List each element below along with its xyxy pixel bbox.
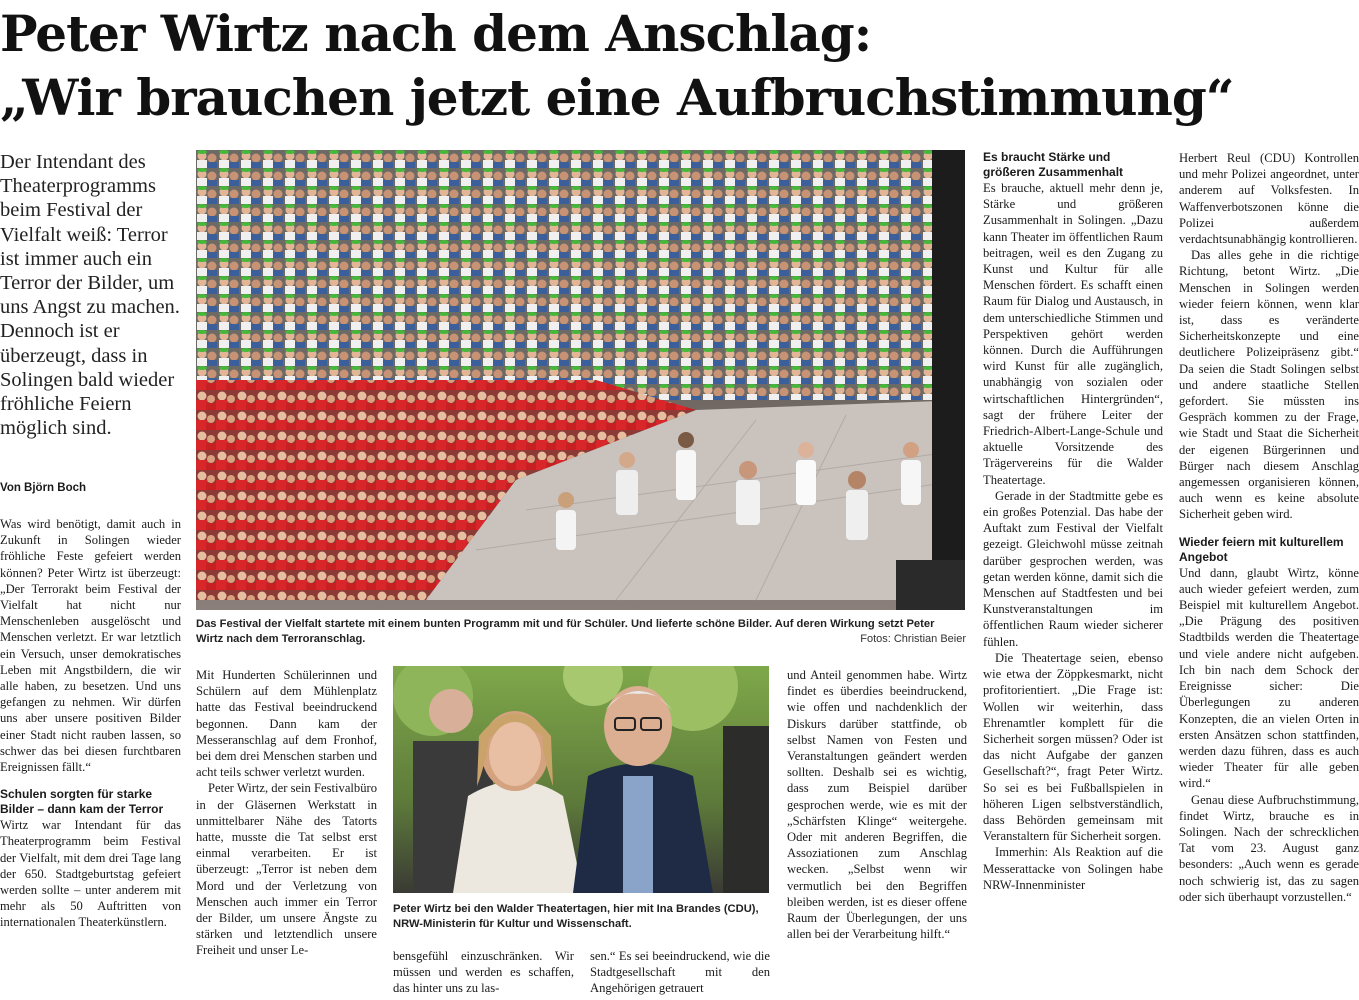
festival-crowd-photo <box>196 150 965 610</box>
headline-line-1: Peter Wirtz nach dem Anschlag: <box>0 4 872 63</box>
paragraph: Peter Wirtz, der sein Festivalbüro in der Gläsernen Werkstatt in unmittelbarer Nähe des Tatorts hatte, musste die Tat selbst erst einmal verarbeiten. Er ist überzeugt: „Terror ist neben dem Mord und der Verletzung von Menschen auch immer ein Terror der Bilder, um unsere Ängste zu stärken und letztendlich unsere Freiheit und unser Le- <box>196 781 377 958</box>
paragraph: Gerade in der Stadtmitte gebe es ein großes Potenzial. Das habe der Auftakt zum Festival der Vielfalt gezeigt. Gleichwohl müsse zeitnah darüber gesprochen werden, was getan werden könne, damit sich die Menschen auf Stadtfesten und bei Kunstveranstaltungen im öffentlichen Raum wieder sicherer fühlen. <box>983 488 1163 649</box>
paragraph: Genau diese Aufbruchstimmung, findet Wirtz, brauche es in Solingen. Nach der schrecklichen Tat vom 23. August ganz besonders: „Auch wenn es gerade noch schwierig ist, das zu sagen oder sich überhaupt vorzustellen.“ <box>1179 792 1359 904</box>
paragraph: sen.“ Es sei beeindruckend, wie die Stadtgesellschaft mit den Angehörigen getrauert <box>590 949 770 996</box>
paragraph: Wirtz war Intendant für das Theaterprogramm beim Festival der Vielfalt, mit dem drei Tage lang der 650. Stadtgeburtstag gefeiert werden sollte – unter anderem mit mehr als 50 Auftritten von internationalen Theaterkünstlern. <box>0 818 181 930</box>
article-column-7 <box>1179 150 1359 1000</box>
subheading: Es braucht Stärke und größeren Zusammenhalt <box>983 150 1124 179</box>
photo-credit: Fotos: Christian Beier <box>860 633 966 645</box>
article-column-2 <box>196 667 377 1000</box>
paragraph: Immerhin: Als Reaktion auf die Messerattacke von Solingen habe NRW-Innenminister <box>983 845 1163 892</box>
paragraph: und Anteil genommen habe. Wirtz findet es überdies beeindruckend, wie offen und nachdenklich der Diskurs darüber stattfinde, ob selbst Namen von Festen und Veranstaltungen geändert werden sollten. Deshalb sei es wichtig, dass zum Beispiel darüber gesprochen werde, wie es mit der „Schärfsten Klinge“ weitergehe. Oder mit anderen Begriffen, die Assoziationen zum Anschlag wecken. „Selbst wenn wir vermutlich bei den Begriffen bleiben werden, ist es dieser offene Raum der Überlegungen, der uns allen bei der Verarbeitung hilft.“ <box>787 668 967 942</box>
headline-line-2: „Wir brauchen jetzt eine Aufbruchstimmung“ <box>0 68 1234 127</box>
portrait-photo-illustration <box>393 666 769 893</box>
headline <box>0 2 1359 130</box>
paragraph: Die Theatertage seien, ebenso wie etwa der Zöppkesmarkt, nicht profitorientiert. „Die Frage ist: Wollen wir weiterhin, dass Ehrenamtler komplett für die Sicherheit sorgen müssen? Oder ist das nicht Aufgabe der ganzen Gesellschaft?“, fragt Peter Wirtz. So sei es bei Fußballspielen in höheren Ligen selbstverständlich, dass Behörden gemeinsam mit Veranstaltern für Sicherheit sorgen. <box>983 650 1163 844</box>
article-column-4 <box>590 948 770 1000</box>
subheading: Schulen sorgten für starke Bilder – dann kam der Terror <box>0 787 164 817</box>
small-photo-caption: Peter Wirtz bei den Walder Theatertagen, hier mit Ina Brandes (CDU), NRW-Ministerin für Kultur und Wissenschaft. <box>393 903 759 930</box>
paragraph: Das alles gehe in die richtige Richtung, betont Wirtz. „Die Menschen in Solingen werden wieder feiern können, wenn klar ist, dass es veränderte Sicherheitskonzepte und eine deutlichere Polizeipräsenz gibt.“ Da seien die Stadt Solingen selbst und andere staatliche Stellen gefordert. Sie müssten ins Gespräch kommen zu der Frage, wie Stadt und Staat die Sicherheit der eigenen Bürgerinnen und Bürger nach diesem Anschlag angemessen organisieren können, auch wenn es keine absolute Sicherheit geben wird. <box>1179 248 1359 522</box>
article-column-6 <box>983 150 1163 1000</box>
subheading: Wieder feiern mit kulturellem Angebot <box>1179 534 1344 564</box>
crowd-photo-illustration <box>196 150 965 610</box>
lead-paragraph: Der Intendant des Theaterprogramms beim Festival der Vielfalt weiß: Terror ist immer auch ein Terror der Bilder, um uns Angst zu machen. Dennoch ist er überzeugt, dass in Solingen bald wieder fröhliche Feiern möglich sind. <box>0 151 180 440</box>
paragraph: Was wird benötigt, damit auch in Zukunft in Solingen wieder fröhliche Feste gefeiert werden können? Peter Wirtz ist überzeugt: „Der Terrorakt beim Festival der Vielfalt hat nicht nur Menschenleben ausgelöscht und Menschen verletzt. Er war letztlich ein Versuch, unser demokratisches Leben mit Angstbildern, die wir alle haben, zu besetzen. Und uns gefangen zu nehmen. Wir dürfen uns aber unsere positiven Bilder einer Stadt nicht rauben lassen, so schwer das bei diesen furchtbaren Ereignissen fällt.“ <box>0 517 181 775</box>
paragraph: Und dann, glaubt Wirtz, könne auch wieder gefeiert werden, zum Beispiel mit kulturellem Angebot. „Die Prägung des positiven Stadtbilds werden die Theatertage und viele andere nicht aufgeben. Ich bin nach dem Schock der Ereignisse sicher: Die Überlegungen zu anderen Konzepten, die an vielen Orten in ersten Ansätzen schon stattfinden, werden dazu führen, dass es auch wieder Theater für alle geben wird.“ <box>1179 565 1359 791</box>
paragraph: Mit Hunderten Schülerinnen und Schülern auf dem Mühlenplatz hatte das Festival beeindruckend begonnen. Dann kam der Messeranschlag auf dem Fronhof, bei dem drei Menschen starben und acht teils schwer verletzt wurden. <box>196 668 377 780</box>
wirtz-brandes-photo <box>393 666 769 893</box>
author-byline: Von Björn Boch <box>0 482 87 494</box>
main-photo-caption: Das Festival der Vielfalt startete mit einem bunten Programm mit und für Schüler. Und lieferte schöne Bilder. Auf deren Wirkung setzt Peter Wirtz nach dem Terroranschlag. <box>196 618 935 645</box>
paragraph: Herbert Reul (CDU) Kontrollen und mehr Polizei angeordnet, unter anderem auf Volksfesten. In Waffenverbotszonen könne die Polizei außerdem verdachtsunabhängig kontrollieren. <box>1179 151 1359 247</box>
paragraph: Es brauche, aktuell mehr denn je, Stärke und größeren Zusammenhalt in Solingen. „Dazu kann Theater im öffentlichen Raum beitragen, weil es den Zugang zu Kunst und Kultur für alle Menschen fördert. Es schafft einen Raum für Dialog und Austausch, in dem unterschiedliche Stimmen und Perspektiven gehört werden können. Durch die Aufführungen wird Kunst für alle zugänglich, unabhängig von sozialen oder wirtschaftlichen Hintergründen“, sagt der frühere Leiter der Friedrich-Albert-Lange-Schule und aktuelle Vorsitzende des Trägervereins für die Walder Theatertage. <box>983 181 1163 487</box>
article-column-1 <box>0 516 181 1000</box>
article-column-3 <box>393 948 574 1000</box>
paragraph: bensgefühl einzuschränken. Wir müssen und werden es schaffen, das hinter uns zu las- <box>393 949 574 996</box>
article-column-5 <box>787 667 967 1000</box>
